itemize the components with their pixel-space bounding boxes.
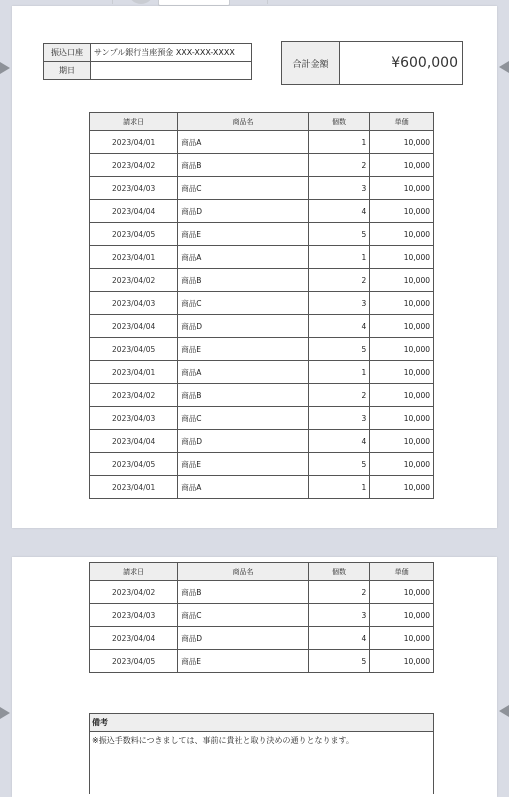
triangle-left-icon [499,705,509,717]
row-quantity: 4 [308,315,370,338]
row-product: 商品E [178,338,308,361]
table-row [90,476,434,499]
account-label: 振込口座 [44,44,91,62]
column-header-product: 商品名 [178,563,308,581]
row-unit-price: 10,000 [370,476,434,499]
row-unit-price: 10,000 [370,223,434,246]
row-quantity: 1 [308,246,370,269]
table-row [90,361,434,384]
row-product: 商品E [178,223,308,246]
row-unit-price: 10,000 [370,627,434,650]
row-product: 商品A [178,476,308,499]
row-unit-price: 10,000 [370,131,434,154]
triangle-right-icon [0,707,10,719]
row-unit-price: 10,000 [370,430,434,453]
row-unit-price: 10,000 [370,246,434,269]
table-header-row [90,563,434,581]
row-date: 2023/04/01 [90,246,178,269]
row-unit-price: 10,000 [370,154,434,177]
row-product: 商品D [178,430,308,453]
row-unit-price: 10,000 [370,338,434,361]
row-product: 商品A [178,361,308,384]
row-product: 商品D [178,200,308,223]
row-product: 商品C [178,407,308,430]
remarks-heading: 備考 [90,714,433,732]
row-quantity: 4 [308,627,370,650]
toolbar-circle-button[interactable] [128,0,154,4]
column-header-unit-price: 単価 [370,113,434,131]
row-quantity: 3 [308,177,370,200]
row-date: 2023/04/02 [90,154,178,177]
row-product: 商品A [178,131,308,154]
row-product: 商品D [178,315,308,338]
account-value: サンプル銀行当座預金 XXX-XXX-XXXX [91,44,252,62]
row-product: 商品C [178,604,308,627]
payment-info-table [43,43,252,80]
row-unit-price: 10,000 [370,650,434,673]
table-row [90,315,434,338]
row-date: 2023/04/01 [90,131,178,154]
row-product: 商品C [178,177,308,200]
row-unit-price: 10,000 [370,604,434,627]
row-quantity: 1 [308,131,370,154]
row-product: 商品B [178,384,308,407]
row-product: 商品B [178,269,308,292]
row-unit-price: 10,000 [370,407,434,430]
row-quantity: 5 [308,338,370,361]
due-date-value [91,62,252,80]
row-unit-price: 10,000 [370,581,434,604]
row-date: 2023/04/02 [90,581,178,604]
table-row [90,627,434,650]
column-header-product: 商品名 [178,113,308,131]
remarks-section [89,713,434,794]
row-product: 商品E [178,650,308,673]
row-date: 2023/04/04 [90,315,178,338]
table-row [90,453,434,476]
triangle-left-icon [499,61,509,73]
table-row [90,154,434,177]
column-header-unit-price: 単価 [370,563,434,581]
row-unit-price: 10,000 [370,384,434,407]
row-product: 商品B [178,581,308,604]
row-product: 商品B [178,154,308,177]
table-row [90,407,434,430]
column-header-quantity: 個数 [308,563,370,581]
row-quantity: 4 [308,200,370,223]
row-date: 2023/04/03 [90,407,178,430]
remarks-text: ※振込手数料につきましては、事前に貴社と取り決めの通りとなります。 [92,736,354,745]
invoice-items-table-continued [89,562,434,673]
column-header-quantity: 個数 [308,113,370,131]
row-unit-price: 10,000 [370,200,434,223]
table-row [90,223,434,246]
row-date: 2023/04/04 [90,200,178,223]
row-product: 商品E [178,453,308,476]
table-row [90,177,434,200]
invoice-page-1 [12,6,497,528]
row-quantity: 1 [308,476,370,499]
invoice-page-2 [12,557,497,797]
table-header-row [90,113,434,131]
row-product: 商品C [178,292,308,315]
table-row [90,246,434,269]
row-quantity: 5 [308,223,370,246]
toolbar-divider [267,0,268,4]
column-header-date: 請求日 [90,113,178,131]
row-quantity: 3 [308,407,370,430]
row-date: 2023/04/02 [90,384,178,407]
total-amount-label: 合計金額 [282,42,340,84]
table-row [90,338,434,361]
row-quantity: 2 [308,269,370,292]
row-date: 2023/04/03 [90,177,178,200]
total-amount-box [281,41,463,85]
row-product: 商品A [178,246,308,269]
table-row [90,384,434,407]
row-unit-price: 10,000 [370,177,434,200]
row-date: 2023/04/03 [90,604,178,627]
row-quantity: 5 [308,453,370,476]
row-unit-price: 10,000 [370,453,434,476]
row-quantity: 3 [308,604,370,627]
row-quantity: 2 [308,581,370,604]
triangle-right-icon [0,62,10,74]
table-row [90,269,434,292]
row-unit-price: 10,000 [370,315,434,338]
row-product: 商品D [178,627,308,650]
row-quantity: 3 [308,292,370,315]
due-date-label: 期日 [44,62,91,80]
row-date: 2023/04/04 [90,430,178,453]
column-header-date: 請求日 [90,563,178,581]
row-date: 2023/04/03 [90,292,178,315]
row-unit-price: 10,000 [370,269,434,292]
toolbar-divider [112,0,113,4]
invoice-items-table [89,112,434,499]
row-date: 2023/04/02 [90,269,178,292]
row-date: 2023/04/01 [90,476,178,499]
table-row [90,200,434,223]
row-quantity: 2 [308,154,370,177]
row-unit-price: 10,000 [370,361,434,384]
row-date: 2023/04/05 [90,223,178,246]
row-date: 2023/04/05 [90,338,178,361]
table-row [90,650,434,673]
row-quantity: 2 [308,384,370,407]
row-date: 2023/04/01 [90,361,178,384]
row-date: 2023/04/05 [90,453,178,476]
table-row [90,292,434,315]
row-date: 2023/04/04 [90,627,178,650]
row-quantity: 5 [308,650,370,673]
table-row [90,581,434,604]
table-row [90,604,434,627]
row-quantity: 1 [308,361,370,384]
row-date: 2023/04/05 [90,650,178,673]
table-row [90,131,434,154]
total-amount-value: ¥600,000 [391,55,458,71]
row-unit-price: 10,000 [370,292,434,315]
row-quantity: 4 [308,430,370,453]
table-row [90,430,434,453]
